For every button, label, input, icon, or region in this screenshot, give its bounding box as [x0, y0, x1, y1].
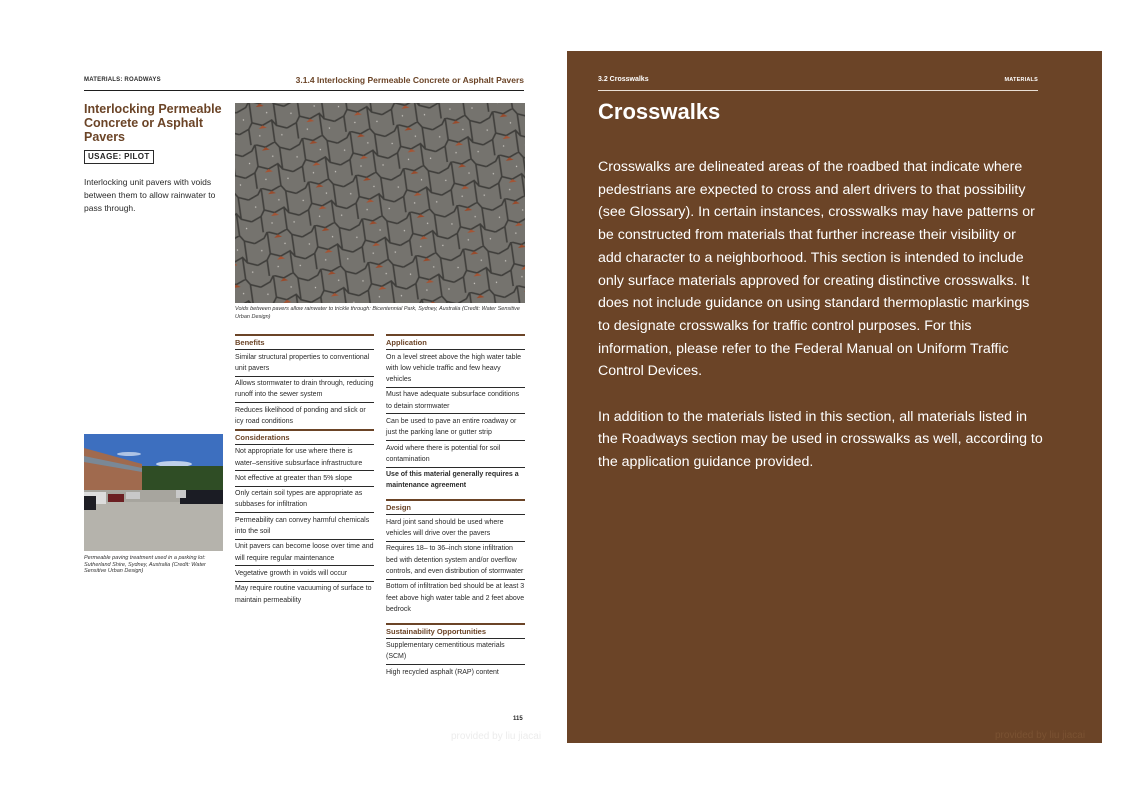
consideration-item: Only certain soil types are appropriate as subbases for infiltration: [235, 486, 374, 513]
watermark: provided by liu jiacai: [995, 730, 1086, 741]
parking-scene: [84, 434, 223, 551]
application-item: Avoid where there is potential for soil contamination: [386, 440, 525, 467]
design-item: Hard joint sand should be used where vehicles will drive over the pavers: [386, 514, 525, 541]
running-header: [598, 75, 1038, 91]
design-heading: Design: [386, 499, 525, 514]
consideration-item: Unit pavers can become loose over time and will require regular maintenance: [235, 539, 374, 566]
header-section-label: 3.2 Crosswalks: [598, 76, 649, 83]
column-application-design: [386, 334, 525, 680]
benefit-item: Allows stormwater to drain through, reducing runoff into the sewer system: [235, 376, 374, 403]
design-item: Requires 18– to 36–inch stone infiltration bed with detention system and/or overflow controls, and even distribution of stormwater: [386, 541, 525, 579]
pavers-pattern: [235, 103, 525, 303]
column-benefits-considerations: [235, 334, 374, 607]
body-text: [598, 156, 1043, 474]
sustainability-heading: Sustainability Opportunities: [386, 623, 525, 638]
pavers-photo: [235, 103, 525, 303]
application-item: On a level street above the high water table with low vehicle traffic and few heavy vehicles: [386, 349, 525, 387]
watermark: provided by liu jiacai: [451, 731, 542, 742]
body-paragraph: Crosswalks are delineated areas of the roadbed that indicate where pedestrians are expected to cross and alert drivers to that possibility (see Glossary). In certain instances, crosswalks may have patterns or be constructed from materials that further increase their visibility or add character to a neighborhood. This section is intended to include only surface materials approved for creating distinctive crosswalks. It does not include guidance on using standard thermoplastic markings to designate crosswalks for traffic control purposes. For this information, please refer to the Federal Manual on Uniform Traffic Control Devices.: [598, 159, 1035, 380]
application-item: Must have adequate subsurface conditions to detain stormwater: [386, 387, 525, 414]
consideration-item: Not appropriate for use where there is water–sensitive subsurface infrastructure: [235, 444, 374, 471]
parking-photo-caption: Permeable paving treatment used in a parking lot: Sutherland Shire, Sydney, Australia (Credit: Water Sensitive Urban Design): [84, 555, 206, 574]
benefit-item: Reduces likelihood of ponding and slick or icy road conditions: [235, 402, 374, 429]
pavers-photo-caption: Voids between pavers allow rainwater to trickle through: Bicentennial Park, Sydney, Australia (Credit: Water Sensitive Urban Design): [235, 306, 520, 320]
page-number: 115: [513, 716, 523, 722]
benefits-heading: Benefits: [235, 334, 374, 349]
header-chapter-title: 3.1.4 Interlocking Permeable Concrete or Asphalt Pavers: [295, 75, 524, 85]
header-section-label: MATERIALS: ROADWAYS: [84, 77, 161, 83]
right-page: [567, 51, 1102, 743]
sustainability-item: Supplementary cementitious materials (SCM): [386, 638, 525, 665]
application-note: Use of this material generally requires a maintenance agreement: [386, 467, 525, 494]
consideration-item: Not effective at greater than 5% slope: [235, 470, 374, 485]
design-item: Bottom of infiltration bed should be at least 3 feet above high water table and 2 feet above bedrock: [386, 579, 525, 617]
header-category-label: MATERIALS: [1004, 77, 1038, 83]
consideration-item: Permeability can convey harmful chemicals into the soil: [235, 512, 374, 539]
page-title: Interlocking Permeable Concrete or Asphalt Pavers: [84, 102, 222, 144]
running-header: [84, 75, 524, 91]
body-paragraph: In addition to the materials listed in this section, all materials listed in the Roadways section may be used in crosswalks as well, according to the application guidance provided.: [598, 408, 1043, 471]
consideration-item: May require routine vacuuming of surface to maintain permeability: [235, 581, 374, 608]
application-item: Can be used to pave an entire roadway or just the parking lane or gutter strip: [386, 413, 525, 440]
intro-text: Interlocking unit pavers with voids between them to allow rainwater to pass through.: [84, 177, 216, 213]
considerations-heading: Considerations: [235, 429, 374, 444]
application-heading: Application: [386, 334, 525, 349]
benefit-item: Similar structural properties to conventional unit pavers: [235, 349, 374, 376]
consideration-item: Vegetative growth in voids will occur: [235, 565, 374, 580]
usage-badge: USAGE: PILOT: [84, 150, 154, 164]
parking-lot-photo: [84, 434, 223, 551]
sustainability-item: High recycled asphalt (RAP) content: [386, 664, 525, 679]
page-title: Crosswalks: [598, 99, 721, 124]
